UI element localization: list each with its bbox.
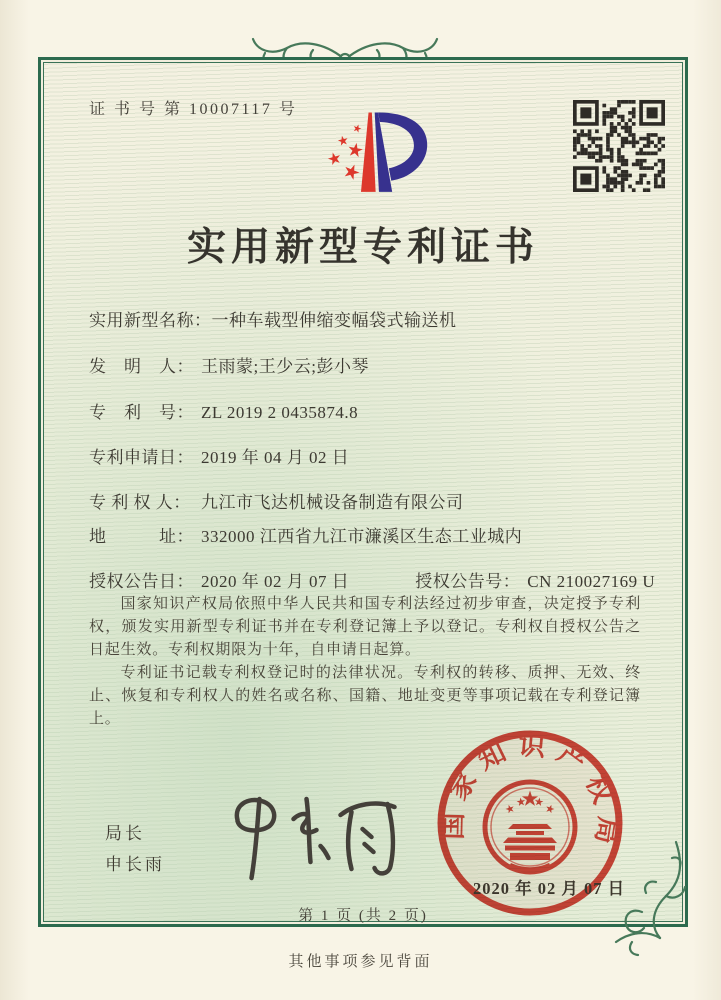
seal-date: 2020 年 02 月 07 日: [472, 879, 626, 898]
field-label: 地 址：: [89, 527, 194, 546]
field-label: 授权公告号：: [415, 572, 521, 591]
field-row-filing-date: [89, 443, 645, 468]
signer-title: 局长: [105, 824, 145, 843]
legal-paragraph-2: 专利证书记载专利权登记时的法律状况。专利权的转移、质押、无效、终止、恢复和专利权人的姓名或名称、国籍、地址变更等事项记载在专利登记簿上。: [89, 665, 641, 727]
field-value: 一种车载型伸缩变幅袋式输送机: [211, 311, 457, 330]
field-row-name: [89, 306, 645, 331]
field-label: 专 利 权 人：: [89, 493, 191, 512]
field-label: 专利申请日：: [89, 448, 194, 467]
field-row-patentee: [89, 488, 645, 513]
field-value: 九江市飞达机械设备制造有限公司: [201, 493, 464, 512]
field-value: CN 210027169 U: [527, 572, 656, 591]
back-note: 其他事项参见背面: [288, 954, 433, 970]
field-value: 王雨蒙;王少云;彭小琴: [201, 357, 369, 376]
certificate-number: 证 书 号 第 10007117 号: [89, 101, 298, 118]
field-label: 实用新型名称：: [89, 311, 212, 330]
field-row-inventors: [89, 352, 645, 377]
page-number: 第 1 页 (共 2 页): [298, 908, 428, 924]
certificate-frame: [38, 57, 688, 927]
shen-changyu-signature-icon: [211, 786, 416, 886]
field-value: 332000 江西省九江市濂溪区生态工业城内: [201, 527, 523, 546]
corner-vine-ornament: [598, 838, 698, 960]
qr-code: [573, 100, 665, 192]
field-value: ZL 2019 2 0435874.8: [201, 403, 359, 422]
signer-name: 申长雨: [105, 855, 165, 874]
legal-text-block: [89, 593, 641, 731]
cnipa-logo-icon: [299, 104, 457, 208]
seal-ring-text: 国家知识产权局: [437, 729, 624, 856]
legal-paragraph-1: 国家知识产权局依照中华人民共和国专利法经过初步审查，决定授予专利权，颁发实用新型专利证书并在专利登记簿上予以登记。专利权自授权公告之日起生效。专利权期限为十年，自申请日起算。: [89, 596, 641, 658]
field-value: 2019 年 04 月 02 日: [201, 448, 350, 467]
field-row-address: [89, 522, 645, 547]
field-value: 2020 年 02 月 07 日: [201, 572, 350, 591]
field-label: 专 利 号：: [89, 403, 194, 422]
field-label: 发 明 人：: [89, 357, 194, 376]
certificate-title: 实用新型专利证书: [186, 226, 539, 269]
field-label: 授权公告日：: [89, 572, 194, 591]
field-row-patent-number: [89, 398, 645, 423]
field-row-grant: [89, 567, 656, 592]
